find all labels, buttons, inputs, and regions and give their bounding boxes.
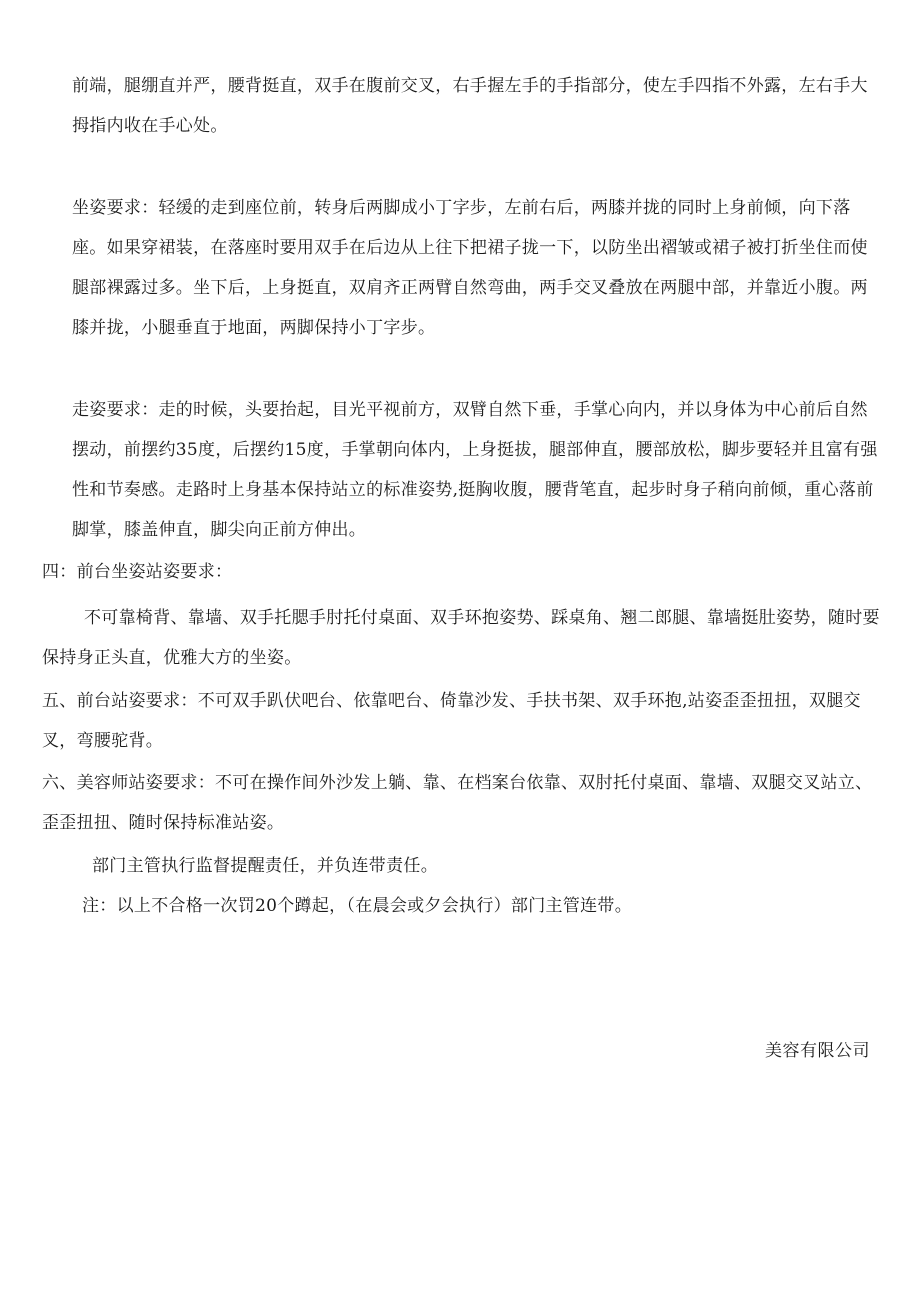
- company-signature: 美容有限公司: [765, 1041, 870, 1061]
- paragraph-front-desk-sitting: 不可靠椅背、靠墙、双手托腮手肘托付桌面、双手环抱姿势、踩桌角、翘二郎腿、靠墙挺肚姿势，随时要保持身正头直，优雅大方的坐姿。: [42, 608, 880, 668]
- paragraph-sitting-posture: 坐姿要求：轻缓的走到座位前，转身后两脚成小丁字步，左前右后，两膝并拢的同时上身前倾，向下落座。如果穿裙装，在落座时要用双手在后边从上往下把裙子拢一下，以防坐出褶皱或裙子被打折坐住而使腿部裸露过多。坐下后，上身挺直，双肩齐正两臂自然弯曲，两手交叉叠放在两腿中部，并靠近小腹。两膝并拢，小腿垂直于地面，两脚保持小丁字步。: [72, 198, 868, 338]
- paragraph-penalty-note: 注：以上不合格一次罚20个蹲起，（在晨会或夕会执行）部门主管连带。: [82, 896, 633, 916]
- heading-section-four: 四：前台坐姿站姿要求：: [42, 562, 233, 582]
- paragraph-standing-hands: 前端，腿绷直并严，腰背挺直，双手在腹前交叉，右手握左手的手指部分，使左手四指不外露，左右手大拇指内收在手心处。: [72, 76, 868, 136]
- paragraph-walking-posture: 走姿要求：走的时候，头要抬起，目光平视前方，双臂自然下垂，手掌心向内，并以身体为中心前后自然摆动，前摆约35度，后摆约15度，手掌朝向体内，上身挺拔，腿部伸直，腰部放松，脚步要轻并且富有强性和节奏感。走路时上身基本保持站立的标准姿势,挺胸收腹，腰背笔直，起步时身子稍向前倾，重心落前脚掌，膝盖伸直，脚尖向正前方伸出。: [72, 400, 878, 540]
- paragraph-supervisor-responsibility: 部门主管执行监督提醒责任，并负连带责任。: [92, 856, 438, 876]
- paragraph-beautician-standing: 六、美容师站姿要求：不可在操作间外沙发上躺、靠、在档案台依靠、双肘托付桌面、靠墙、双腿交叉站立、歪歪扭扭、随时保持标准站姿。: [42, 773, 873, 833]
- paragraph-front-desk-standing: 五、前台站姿要求：不可双手趴伏吧台、依靠吧台、倚靠沙发、手扶书架、双手环抱,站姿歪歪扭扭，双腿交叉，弯腰驼背。: [42, 691, 861, 751]
